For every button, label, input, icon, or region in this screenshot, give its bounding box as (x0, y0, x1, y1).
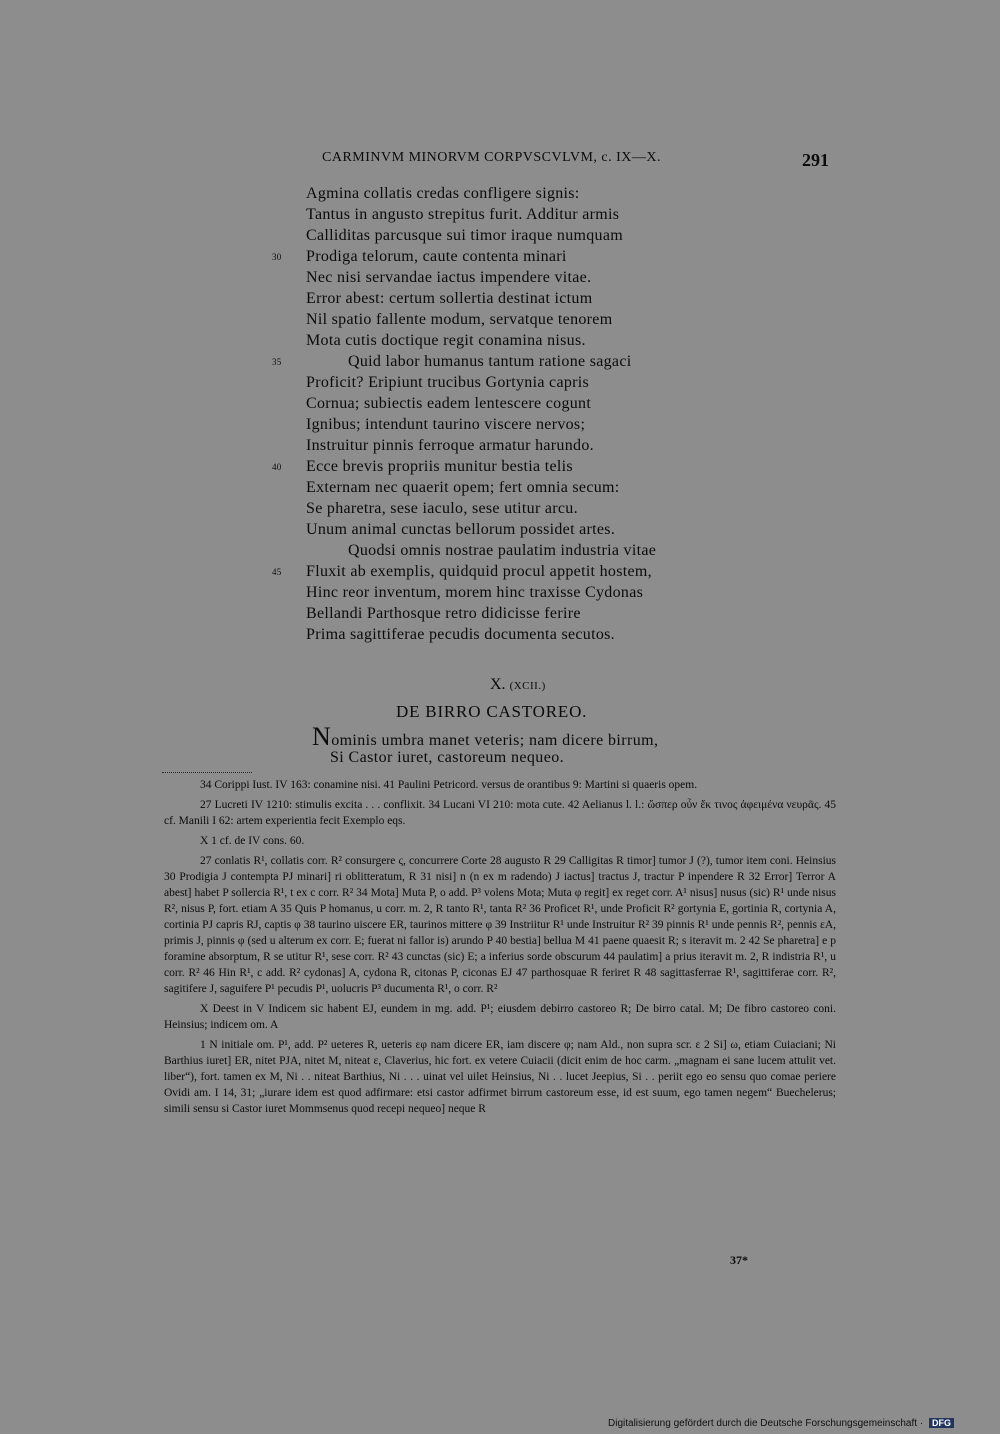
verse-line (306, 624, 766, 645)
apparatus-note: X 1 cf. de IV cons. 60. (200, 835, 305, 847)
poem-x-roman: X. (490, 676, 506, 693)
verse-text: Mota cutis doctique regit conamina nisus. (306, 332, 586, 349)
apparatus-criticus (164, 777, 836, 1121)
running-head: CARMINVM MINORVM CORPVSCVLVM, c. IX—X. (322, 150, 662, 165)
verse-line (272, 246, 766, 267)
apparatus-note: 34 Corippi Iust. IV 163: conamine nisi. 41 Paulini Petricord. versus de orantibus 9: Martini si quaeris opem. (200, 779, 698, 791)
verse-line (306, 267, 766, 288)
verse-line (306, 225, 766, 246)
verse-line (272, 351, 766, 372)
sheet-signature: 37* (730, 1253, 748, 1267)
verse-text: Unum animal cunctas bellorum possidet artes. (306, 521, 616, 538)
verse-text: Bellandi Parthosque retro didicisse ferire (306, 605, 581, 622)
line-number: 40 (272, 462, 282, 472)
verse-text: Quodsi omnis nostrae paulatim industria vitae (348, 542, 657, 559)
drop-cap-initial: N (312, 722, 332, 751)
poem-x-line-1-text: ominis umbra manet veteris; nam dicere birrum, (331, 732, 659, 749)
verse-text: Externam nec quaerit opem; fert omnia secum: (306, 479, 620, 496)
verse-text: Ecce brevis propriis munitur bestia telis (306, 458, 573, 475)
verse-text: Nec nisi servandae iactus impendere vitae. (306, 269, 592, 286)
dfg-logo: DFG (929, 1418, 954, 1428)
poem-x-title: DE BIRRO CASTOREO. (396, 702, 588, 721)
verse-text: Tantus in angusto strepitus furit. Additur armis (306, 206, 620, 223)
verse-line (306, 183, 766, 204)
apparatus-note: 27 Lucreti IV 1210: stimulis excita . . . conflixit. 34 Lucani VI 210: mota cute. 42 Aelianus l. l.: ὥσπερ οὖν ἔκ τινος ἀφειμένα νευρᾶς. 45 cf. Manili I 62: artem experientia fecit Exemplo eqs. (164, 799, 836, 827)
footnote-separator (162, 772, 252, 773)
verse-line (306, 330, 766, 351)
poem-x-alt-number: (XCII.) (509, 680, 546, 692)
verse-line (306, 540, 766, 561)
verse-line (306, 309, 766, 330)
verse-line (306, 498, 766, 519)
poem-x-line-1 (312, 722, 772, 751)
line-number: 45 (272, 567, 282, 577)
credit-text: Digitalisierung gefördert durch die Deutsche Forschungsgemeinschaft (608, 1418, 918, 1429)
verse-line (272, 561, 766, 582)
poem-ix-verses (272, 183, 766, 645)
apparatus-note: 27 conlatis R¹, collatis corr. R² consurgere ς, concurrere Corte 28 augusto R 29 Calligitas R timor] tumor J (?), tumor item coni. Heinsius 30 Prodigia J contempta PJ minari] ri oblitteratum, R 31 nisi] n (n ex m radendo) J iactus] tractus J, tractur P inpendere R 32 Error] Terror A abest] habet P sollercia R¹, t ex c corr. R² 34 Mota] Muta P, o add. P³ volens Mota; Muta φ regit] ex reget corr. A¹ nisus] nusus (sic) R¹ unde nisus R², nisus P, fort. etiam A 35 Quis P homanus, u corr. m. 2, R tanto R¹, tanta R² 36 Proficet R¹, unde Proficit R² gortynia E, gortinia R, cortynia A, cortinia PJ capris RJ, captis φ 38 taurino uiscere ER, taurinos mittere φ 39 Instriitur R¹ unde Instruitur R² 39 pinnis R¹ unde pennis R², pennis εA, primis J, pinnis φ (sed u alterum ex corr. E; fuerat ni fallor is) arundo P 40 bestia] bellua M 41 paene quaesit R; s iteravit m. 2 42 Se pharetra] e p foramine absorptum, R se utitur R¹, sese corr. R² 43 cunctas (sic) E; a inferius sorde obscurum 44 paulatim] a prius iteravit m. 2, R indistria R¹, u corr. R² 46 Hin R¹, c add. R² cydonas] A, cydona R, citonas P, ciconas EJ 47 parthosquae R feriret R 48 sagittasferrae R¹, sagittiferae corr. R², sagitifere J, saguifere P¹ pecudis P¹, uolucris P³ ducumenta R¹, o corr. R² (164, 855, 836, 995)
verse-line (306, 582, 766, 603)
verse-text: Instruitur pinnis ferroque armatur harundo. (306, 437, 594, 454)
verse-text: Ignibus; intendunt taurino viscere nervos; (306, 416, 586, 433)
verse-line (306, 414, 766, 435)
verse-line (306, 519, 766, 540)
verse-text: Proficit? Eripiunt trucibus Gortynia capris (306, 374, 590, 391)
poem-x-number (490, 676, 546, 694)
line-number: 30 (272, 252, 282, 262)
apparatus-note: 1 N initiale om. P¹, add. P² ueteres R, ueteris εφ nam dicere ER, iam discere φ; nam Ald., non supra scr. ε 2 Si] ω, etiam Cuiaciani; Ni Barthius iuret] ER, nitet PJA, nitet M, niteat ε, Claverius, hic fort. ex vetere Cuiacii (dicit enim de hoc carm. „magnam ei sane lucem attulit vet. liber“), fort. tamen ex M, Ni . . niteat Barthius, Ni . . . uinat vel uilet Heinsius, Ni . . lucet Jeepius, Si . . periit ego eo sensu quo comae periere Ovidi am. I 14, 31; „iurare idem est quod adfirmare: etsi castor adfirmet birrum castoreum esse, id est suum, ego tamen negem“ Buechelerus; simili sensu si Castor iuret Mommsenus quod recepi nequeo] neque R (164, 1039, 836, 1115)
verse-line (306, 435, 766, 456)
verse-text: Quid labor humanus tantum ratione sagaci (348, 353, 632, 370)
apparatus-note: X Deest in V Indicem sic habent EJ, eundem in mg. add. P¹; eiusdem debirro castoreo R; De birro catal. M; De fibro castoreo coni. Heinsius; indicem om. A (164, 1003, 836, 1031)
verse-text: Hinc reor inventum, morem hinc traxisse Cydonas (306, 584, 644, 601)
page-number: 291 (802, 150, 829, 170)
verse-line (306, 477, 766, 498)
verse-line (306, 603, 766, 624)
verse-line (306, 204, 766, 225)
verse-line (306, 393, 766, 414)
verse-text: Se pharetra, sese iaculo, sese utitur arcu. (306, 500, 578, 517)
verse-text: Agmina collatis credas confligere signis: (306, 185, 580, 202)
verse-text: Nil spatio fallente modum, servatque tenorem (306, 311, 613, 328)
verse-text: Error abest: certum sollertia destinat ictum (306, 290, 593, 307)
verse-text: Prodiga telorum, caute contenta minari (306, 248, 567, 265)
poem-x-line-2: Si Castor iuret, castoreum nequeo. (330, 749, 564, 766)
verse-line (272, 456, 766, 477)
poem-x-verses (312, 722, 772, 768)
verse-text: Calliditas parcusque sui timor iraque numquam (306, 227, 623, 244)
verse-line (306, 372, 766, 393)
verse-text: Prima sagittiferae pecudis documenta secutos. (306, 626, 615, 643)
verse-text: Fluxit ab exemplis, quidquid procul appetit hostem, (306, 563, 652, 580)
digitization-credit: Digitalisierung gefördert durch die Deutsche Forschungsgemeinschaft · DFG (608, 1418, 954, 1429)
verse-line (306, 288, 766, 309)
verse-text: Cornua; subiectis eadem lentescere cogunt (306, 395, 592, 412)
line-number: 35 (272, 357, 282, 367)
